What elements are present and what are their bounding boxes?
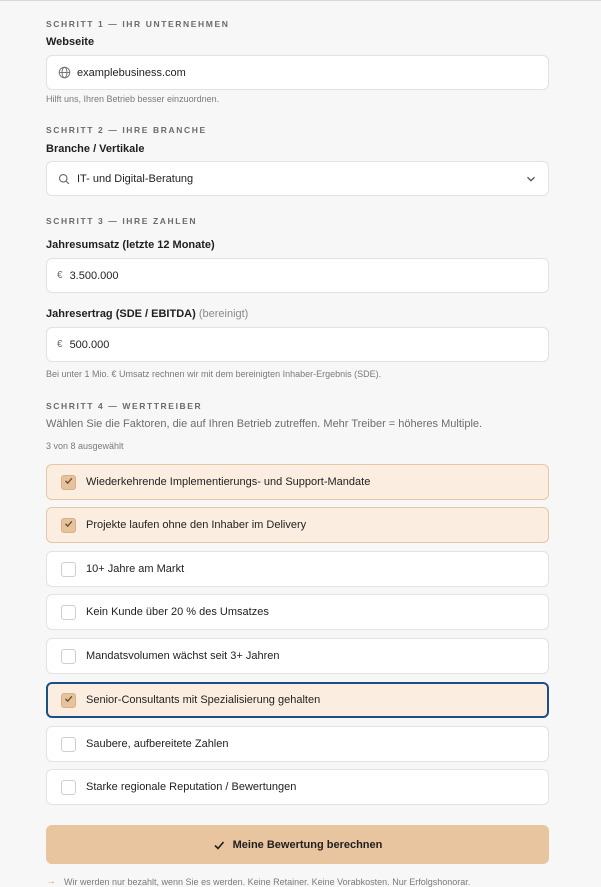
- step2-heading: SCHRITT 2 — IHRE BRANCHE: [46, 125, 207, 135]
- revenue-value: 3.500.000: [69, 269, 119, 282]
- driver-option[interactable]: [46, 638, 549, 674]
- globe-icon: [57, 66, 71, 80]
- checkbox[interactable]: [61, 737, 76, 752]
- driver-label: Saubere, aufbereitete Zahlen: [86, 738, 229, 750]
- step3-heading: SCHRITT 3 — IHRE ZAHLEN: [46, 216, 198, 226]
- driver-label: 10+ Jahre am Markt: [86, 563, 185, 575]
- driver-option[interactable]: [46, 726, 549, 762]
- revenue-input[interactable]: [46, 258, 549, 293]
- driver-label: Kein Kunde über 20 % des Umsatzes: [86, 606, 269, 618]
- footnote: [46, 876, 470, 887]
- revenue-label: Jahresumsatz (letzte 12 Monate): [46, 239, 215, 251]
- profit-value: 500.000: [69, 338, 110, 351]
- profit-input[interactable]: [46, 327, 549, 362]
- industry-select[interactable]: [46, 161, 549, 196]
- driver-option[interactable]: [46, 551, 549, 587]
- driver-option[interactable]: [46, 594, 549, 630]
- check-icon: [64, 694, 73, 706]
- checkbox[interactable]: [61, 780, 76, 795]
- check-icon: [64, 476, 73, 488]
- industry-label: Branche / Vertikale: [46, 143, 145, 155]
- selection-count: 3 von 8 ausgewählt: [46, 441, 124, 451]
- profit-label-text: Jahresertrag (SDE / EBITDA): [46, 308, 196, 320]
- chevron-down-icon[interactable]: [524, 172, 538, 186]
- website-label: Webseite: [46, 36, 95, 48]
- euro-icon: €: [57, 339, 63, 350]
- driver-label: Mandatsvolumen wächst seit 3+ Jahren: [86, 650, 280, 662]
- website-input[interactable]: [46, 55, 549, 90]
- checkbox[interactable]: [61, 518, 76, 533]
- driver-option[interactable]: [46, 682, 549, 718]
- driver-label: Projekte laufen ohne den Inhaber im Delivery: [86, 519, 307, 531]
- checkbox[interactable]: [61, 475, 76, 490]
- calculate-button-label: Meine Bewertung berechnen: [232, 838, 383, 851]
- check-icon: [64, 519, 73, 531]
- driver-label: Wiederkehrende Implementierungs- und Support-Mandate: [86, 476, 371, 488]
- website-help: Hilft uns, Ihren Betrieb besser einzuordnen.: [46, 94, 220, 104]
- arrow-right-icon: →: [46, 876, 56, 887]
- driver-option[interactable]: [46, 507, 549, 543]
- checkbox[interactable]: [61, 605, 76, 620]
- driver-label: Starke regionale Reputation / Bewertungen: [86, 781, 297, 793]
- driver-option[interactable]: [46, 464, 549, 500]
- step1-heading: SCHRITT 1 — IHR UNTERNEHMEN: [46, 19, 230, 29]
- step4-description: Wählen Sie die Faktoren, die auf Ihren Betrieb zutreffen. Mehr Treiber = höheres Multiple.: [46, 418, 483, 430]
- checkbox[interactable]: [61, 649, 76, 664]
- step4-heading: SCHRITT 4 — WERTTREIBER: [46, 401, 203, 411]
- checkbox[interactable]: [61, 562, 76, 577]
- check-icon: [213, 839, 225, 851]
- footnote-text: Wir werden nur bezahlt, wenn Sie es werden. Keine Retainer. Keine Vorabkosten. Nur Erfolgshonorar.: [64, 876, 471, 887]
- search-icon: [57, 172, 71, 186]
- website-value: examplebusiness.com: [77, 66, 186, 79]
- calculate-button[interactable]: [46, 825, 549, 864]
- driver-option[interactable]: [46, 769, 549, 805]
- checkbox[interactable]: [61, 693, 76, 708]
- euro-icon: €: [57, 270, 63, 281]
- profit-label: [46, 308, 248, 320]
- profit-help: Bei unter 1 Mio. € Umsatz rechnen wir mit dem bereinigten Inhaber-Ergebnis (SDE).: [46, 369, 382, 379]
- driver-label: Senior-Consultants mit Spezialisierung gehalten: [86, 694, 321, 706]
- profit-label-suffix: (bereinigt): [198, 308, 249, 320]
- industry-value: IT- und Digital-Beratung: [77, 172, 194, 185]
